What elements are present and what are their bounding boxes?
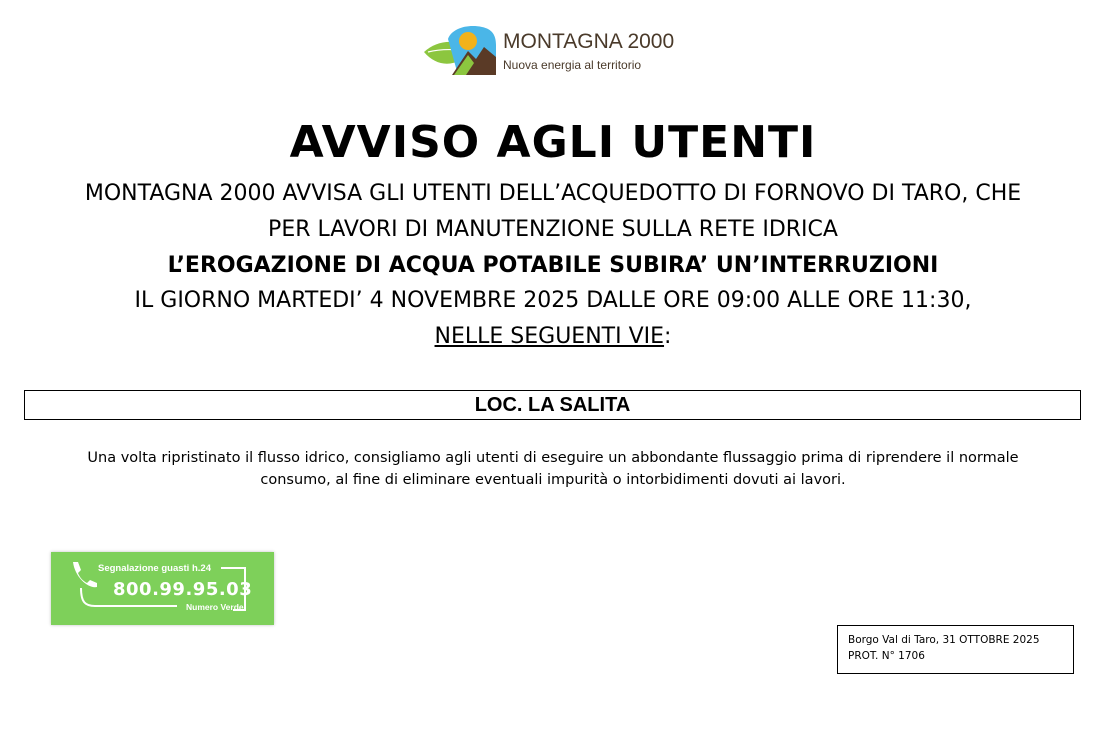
hotline-number: 800.99.95.03 — [113, 579, 253, 600]
street-box — [24, 390, 1081, 420]
protocol-place-date: Borgo Val di Taro, 31 OTTOBRE 2025 — [848, 634, 1040, 646]
notice-line-4: IL GIORNO MARTEDI’ 4 NOVEMBRE 2025 DALLE ORE 09:00 ALLE ORE 11:30, — [134, 288, 972, 313]
company-logo — [424, 25, 694, 80]
advice-line-1: Una volta ripristinato il flusso idrico, consigliamo agli utenti di eseguire un abbondante flussaggio prima di riprendere il normale — [87, 450, 1019, 466]
notice-line-3: L’EROGAZIONE DI ACQUA POTABILE SUBIRA’ UN’INTERRUZIONI — [167, 253, 939, 278]
hotline-badge — [51, 552, 274, 625]
streets-heading-colon: : — [664, 324, 672, 349]
hotline-label: Segnalazione guasti h.24 — [98, 563, 211, 574]
protocol-number: PROT. N° 1706 — [848, 650, 925, 662]
notice-line-5 — [0, 324, 1106, 349]
logo-name: MONTAGNA 2000 — [503, 30, 675, 53]
logo-emblem-icon — [424, 25, 500, 80]
street-name: LOC. LA SALITA — [474, 393, 631, 416]
notice-title: AVVISO AGLI UTENTI — [289, 117, 817, 168]
advice-line-2: consumo, al fine di eliminare eventuali impurità o intorbidimenti dovuti ai lavori. — [260, 472, 846, 488]
hotline-caption: Numero Verde — [186, 602, 244, 612]
streets-heading: NELLE SEGUENTI VIE — [434, 324, 665, 349]
protocol-box — [837, 625, 1074, 674]
notice-line-1: MONTAGNA 2000 AVVISA GLI UTENTI DELL’ACQUEDOTTO DI FORNOVO DI TARO, CHE — [84, 181, 1022, 206]
notice-line-2: PER LAVORI DI MANUTENZIONE SULLA RETE IDRICA — [268, 217, 838, 242]
advice-paragraph — [40, 447, 1066, 491]
logo-tagline: Nuova energia al territorio — [503, 58, 642, 72]
